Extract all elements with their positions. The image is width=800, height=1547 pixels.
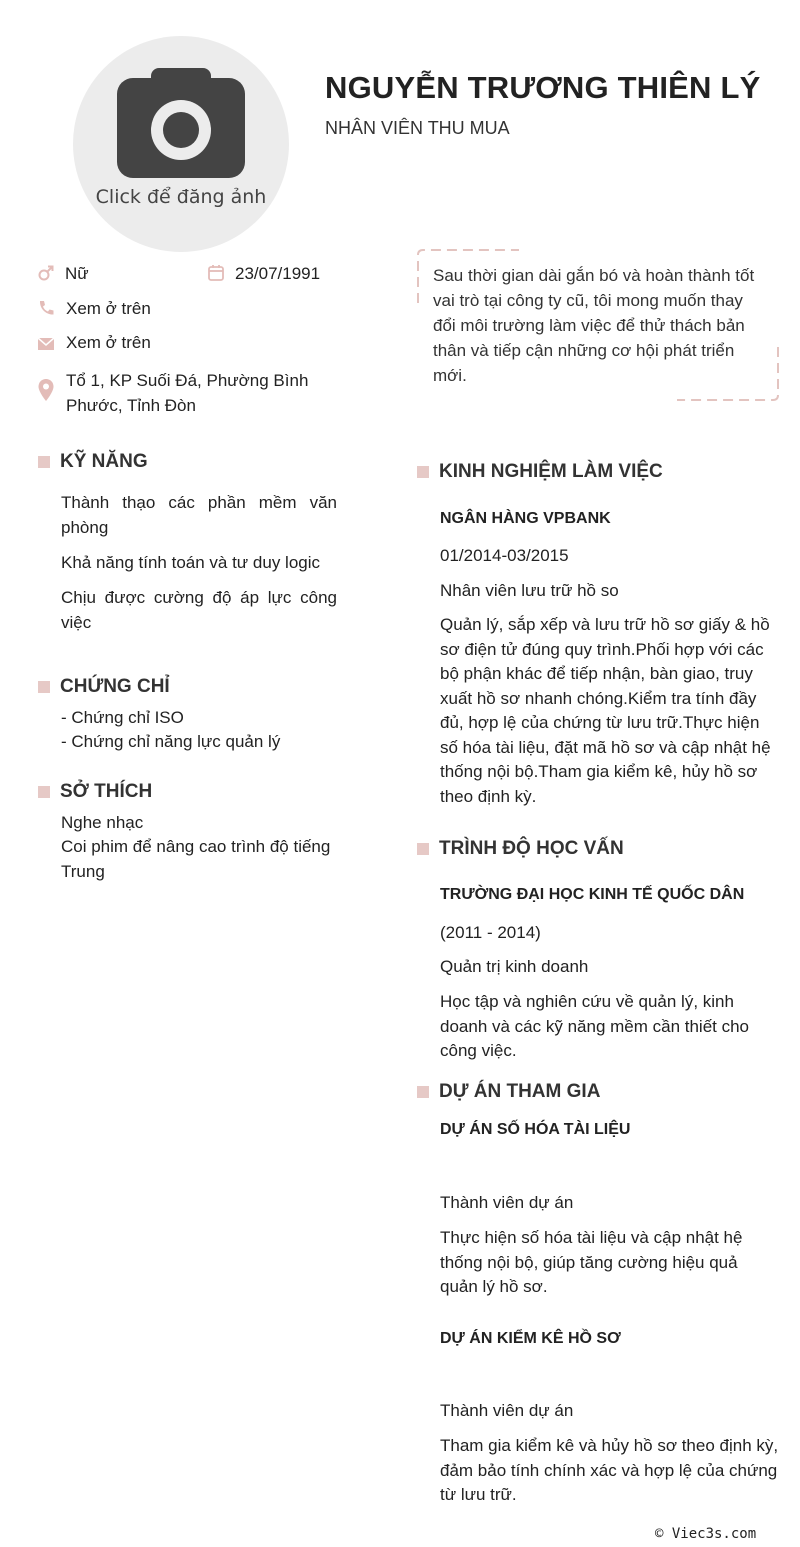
skill-item: Thành thạo các phần mềm văn phòng (61, 493, 337, 537)
career-objective-text: Sau thời gian dài gắn bó và hoàn thành tốt vai trò tại công ty cũ, tôi mong muốn thay đổi môi trường làm việc để thử thách bản thân và tiếp cận những cơ hội phát triển mới. (433, 266, 755, 385)
avatar-upload[interactable] (73, 36, 289, 252)
phone-value: Xem ở trên (66, 299, 151, 318)
certificate-item: - Chứng chỉ năng lực quản lý (61, 732, 281, 751)
section-marker (417, 1086, 429, 1098)
education-major: Quản trị kinh doanh (440, 957, 589, 976)
email-icon (37, 335, 55, 353)
section-marker (417, 843, 429, 855)
hobbies-title: SỞ THÍCH (60, 781, 153, 802)
project-description: Thực hiện số hóa tài liệu và cập nhật hệ thống nội bộ, giúp tăng cường hiệu quả quản lý hồ sơ. (440, 1228, 743, 1296)
experience-description: Quản lý, sắp xếp và lưu trữ hồ sơ giấy & hồ sơ điện tử đúng quy trình.Phối hợp với các bộ phận khác để tiếp nhận, bàn giao, truy xuất hồ sơ nhanh chóng.Kiểm tra tính đầy đủ, hợp lệ của chứng từ lưu trữ.Thực hiện số hóa tài liệu, đặt mã hồ sơ và cập nhật hệ thống nội bộ.Tham gia kiểm kê, hủy hồ sơ theo định kỳ. (440, 615, 771, 806)
experience-period: 01/2014-03/2015 (440, 546, 569, 565)
certificates-title: CHỨNG CHỈ (60, 676, 170, 697)
education-description: Học tập và nghiên cứu về quản lý, kinh doanh và các kỹ năng mềm cần thiết cho công việc. (440, 992, 750, 1060)
project-role: Thành viên dự án (440, 1193, 574, 1212)
projects-title: DỰ ÁN THAM GIA (439, 1081, 601, 1102)
skill-item: Chịu được cường độ áp lực công việc (61, 588, 337, 632)
calendar-icon (207, 264, 225, 282)
job-position: NHÂN VIÊN THU MUA (325, 118, 510, 138)
candidate-name: NGUYỄN TRƯƠNG THIÊN LÝ (325, 70, 761, 105)
project-name: DỰ ÁN SỐ HÓA TÀI LIỆU (440, 1121, 631, 1138)
gender-value: Nữ (65, 264, 89, 283)
gender-icon (37, 264, 55, 282)
footer-credit: © Viec3s.com (655, 1526, 757, 1542)
skill-item: Khả năng tính toán và tư duy logic (61, 553, 321, 572)
hobby-item: Nghe nhạc (61, 813, 144, 832)
project-role: Thành viên dự án (440, 1401, 574, 1420)
skills-title: KỸ NĂNG (60, 451, 148, 472)
career-objective-box (417, 249, 779, 401)
location-icon (37, 378, 55, 402)
certificate-item: - Chứng chỉ ISO (61, 708, 184, 727)
section-marker (38, 681, 50, 693)
section-marker (38, 786, 50, 798)
phone-icon (37, 299, 55, 317)
birthday-value: 23/07/1991 (235, 264, 321, 283)
education-title: TRÌNH ĐỘ HỌC VẤN (439, 838, 624, 859)
section-marker (417, 466, 429, 478)
email-value: Xem ở trên (66, 333, 151, 352)
avatar-caption: Click để đăng ảnh (95, 186, 267, 208)
section-marker (38, 456, 50, 468)
address-value: Tổ 1, KP Suối Đá, Phường Bình Phước, Tỉnh Đòn (66, 371, 309, 415)
experience-role: Nhân viên lưu trữ hồ so (440, 581, 619, 600)
education-period: (2011 - 2014) (440, 923, 541, 942)
school-name: TRƯỜNG ĐẠI HỌC KINH TẾ QUỐC DÂN (440, 886, 745, 903)
experience-title: KINH NGHIỆM LÀM VIỆC (439, 461, 663, 482)
project-name: DỰ ÁN KIỂM KÊ HỒ SƠ (440, 1330, 621, 1347)
hobby-item: Coi phim để nâng cao trình độ tiếng Trung (61, 837, 331, 881)
company-name: NGÂN HÀNG VPBANK (440, 510, 611, 527)
project-description: Tham gia kiểm kê và hủy hồ sơ theo định kỳ, đảm bảo tính chính xác và hợp lệ của chứng từ lưu trữ. (440, 1436, 779, 1504)
